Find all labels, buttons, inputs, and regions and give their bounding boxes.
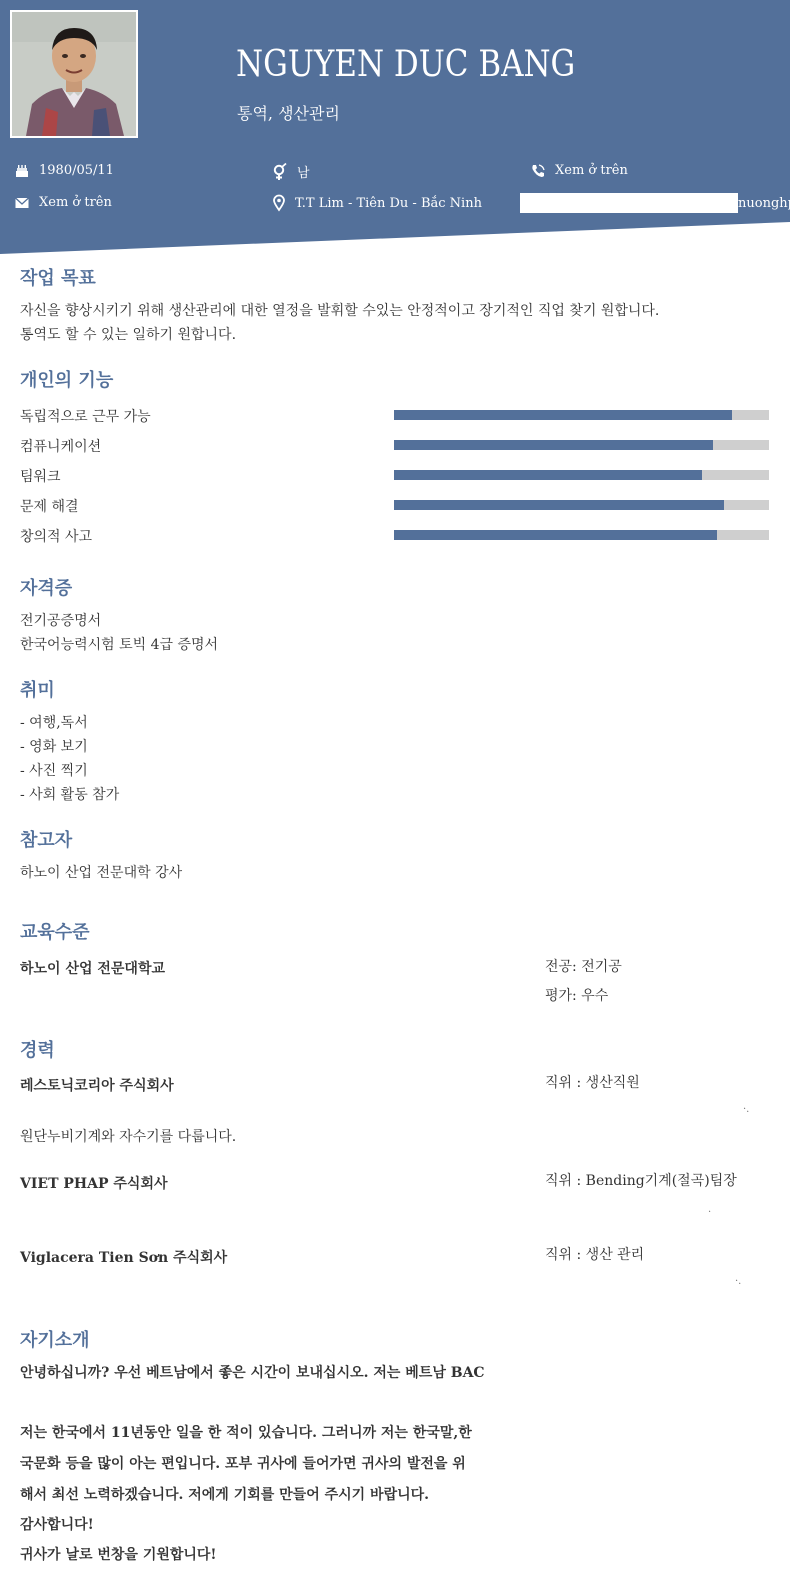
gender-icon — [273, 163, 287, 181]
skill-bar — [394, 410, 769, 420]
phone-icon — [531, 164, 545, 178]
job-position: 직위 : 생산직원 — [545, 1075, 640, 1091]
redacted-tail-text: nuonghp — [738, 196, 796, 211]
hobby-item: - 사회 활동 참가 — [20, 787, 120, 803]
section-title-education: 교육수준 — [20, 922, 90, 943]
section-title-skills: 개인의 기능 — [20, 370, 114, 391]
skill-bar-fill — [394, 440, 713, 450]
skill-bar — [394, 530, 769, 540]
email-value: Xem ở trên — [39, 195, 112, 210]
decorative-dot: ·. — [735, 1276, 742, 1287]
address-value: T.T Lim - Tiên Du - Bắc Ninh — [295, 195, 482, 211]
birthday-info — [15, 163, 114, 178]
gender-value: 남 — [297, 166, 310, 181]
intro-line-2: 저는 한국에서 11년동안 일을 한 적이 있습니다. 그러니까 저는 한국말,한 — [20, 1425, 472, 1441]
intro-line-3: 국문화 등을 많이 아는 편입니다. 포부 귀사에 들어가면 귀사의 발전을 위 — [20, 1456, 466, 1472]
redacted-field — [520, 193, 738, 213]
company-name: 레스토닉코리아 주식회사 — [20, 1078, 174, 1094]
skill-bar — [394, 470, 769, 480]
job-role: 통역, 생산관리 — [237, 104, 340, 123]
certificate-item: 한국어능력시험 토빅 4급 증명서 — [20, 637, 219, 653]
skill-bar — [394, 500, 769, 510]
profile-photo — [10, 10, 138, 138]
section-title-hobbies: 취미 — [20, 680, 55, 701]
birthday-value: 1980/05/11 — [39, 163, 114, 178]
hobby-item: - 사진 찍기 — [20, 763, 88, 779]
section-title-objective: 작업 목표 — [20, 268, 96, 289]
education-major: 전공: 전기공 — [545, 959, 622, 975]
skill-bar-fill — [394, 500, 724, 510]
email-info — [15, 195, 112, 210]
header — [0, 0, 796, 255]
section-title-experience: 경력 — [20, 1040, 55, 1061]
company-name: Viglacera Tien Sơn 주식회사 — [20, 1250, 228, 1266]
skill-label: 문제 해결 — [20, 499, 79, 515]
company-name: VIET PHAP 주식회사 — [20, 1176, 168, 1192]
hobby-item: - 영화 보기 — [20, 739, 88, 755]
objective-line-1: 자신을 향상시키기 위해 생산관리에 대한 열정을 발휘할 수있는 안정적이고 장기적인 직업 찾기 원합니다. — [20, 303, 660, 319]
skill-label: 컴퓨니케이션 — [20, 439, 102, 455]
skill-bar-fill — [394, 530, 717, 540]
intro-line-6: 귀사가 날로 번창을 기원합니다! — [20, 1547, 217, 1563]
school-name: 하노이 산업 전문대학교 — [20, 961, 165, 977]
objective-line-2: 통역도 할 수 있는 일하기 원합니다. — [20, 327, 237, 343]
decorative-dot: . — [708, 1204, 712, 1215]
education-grade: 평가: 우수 — [545, 988, 609, 1004]
reference-text: 하노이 산업 전문대학 강사 — [20, 865, 183, 881]
intro-line-4: 해서 최선 노력하겠습니다. 저에게 기회를 만들어 주시기 바랍니다. — [20, 1487, 430, 1503]
full-name: NGUYEN DUC BANG — [236, 44, 576, 85]
intro-line-5: 감사합니다! — [20, 1517, 94, 1533]
phone-info — [531, 163, 628, 178]
address-info — [273, 195, 482, 211]
section-title-certificates: 자격증 — [20, 578, 73, 599]
intro-line-1: 안녕하십니까? 우선 베트남에서 좋은 시간이 보내십시오. 저는 베트남 BAC — [20, 1365, 485, 1381]
skill-bar — [394, 440, 769, 450]
phone-value: Xem ở trên — [555, 163, 628, 178]
location-pin-icon — [273, 195, 285, 211]
cake-icon — [15, 164, 29, 178]
skill-bar-fill — [394, 470, 702, 480]
certificate-item: 전기공증명서 — [20, 613, 102, 629]
section-title-references: 참고자 — [20, 830, 73, 851]
email-icon — [15, 197, 29, 209]
job-position: 직위 : 생산 관리 — [545, 1247, 645, 1263]
job-position: 직위 : Bending기계(절곡)팀장 — [545, 1173, 737, 1189]
gender-info — [273, 162, 310, 181]
skill-label: 창의적 사고 — [20, 529, 93, 545]
skill-label: 팀워크 — [20, 469, 61, 485]
hobby-item: - 여행,독서 — [20, 715, 88, 731]
skill-bar-fill — [394, 410, 732, 420]
job-description: 원단누비기계와 자수기를 다룹니다. — [20, 1129, 237, 1145]
decorative-dot: ·. — [743, 1104, 750, 1115]
skill-label: 독립적으로 근무 가능 — [20, 409, 151, 425]
section-title-self-intro: 자기소개 — [20, 1330, 90, 1351]
